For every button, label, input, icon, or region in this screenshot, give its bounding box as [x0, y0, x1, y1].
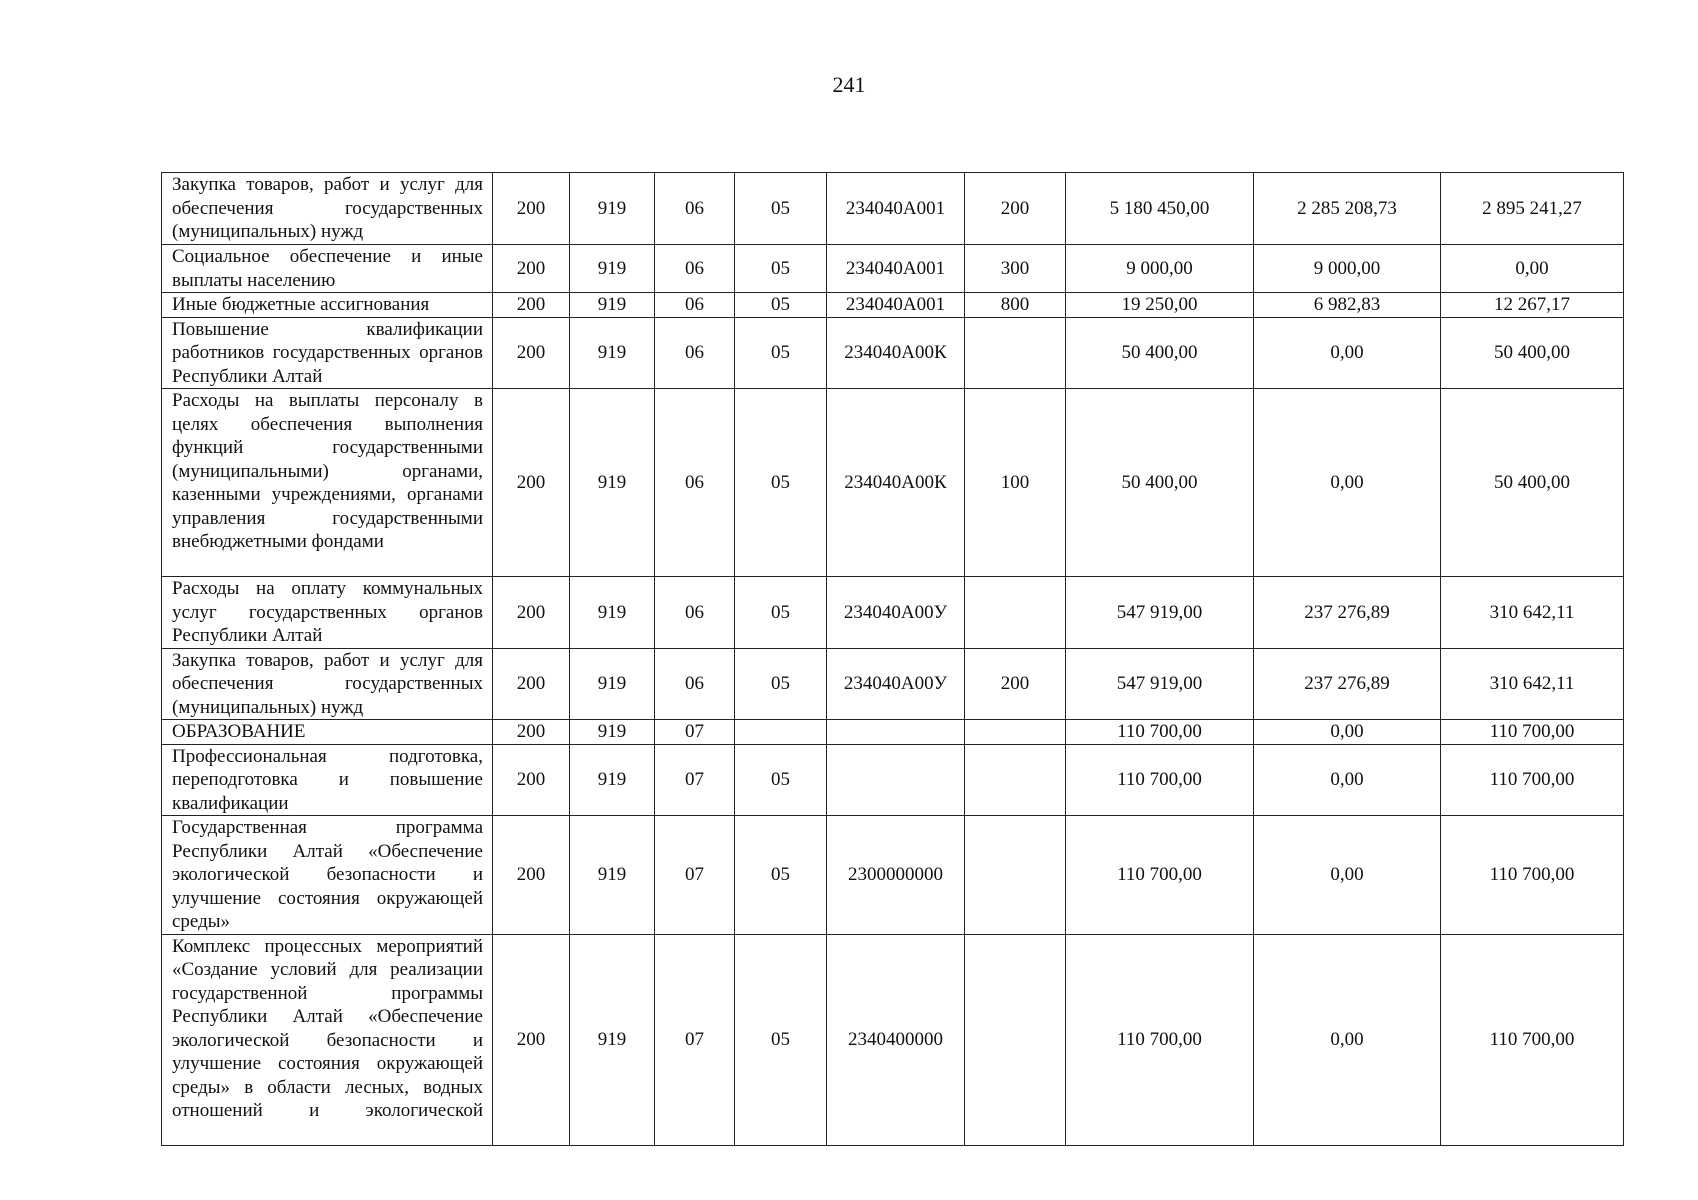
cell-c1: 200: [493, 245, 570, 293]
cell-sum3: 110 700,00: [1441, 744, 1624, 816]
cell-sum3: 2 895 241,27: [1441, 173, 1624, 245]
cell-sum3: 0,00: [1441, 245, 1624, 293]
cell-sum1: 547 919,00: [1066, 577, 1254, 649]
cell-sum1: 9 000,00: [1066, 245, 1254, 293]
cell-c4: 05: [735, 293, 827, 318]
cell-csr: 2300000000: [827, 816, 965, 935]
cell-c4: [735, 720, 827, 745]
cell-c1: 200: [493, 173, 570, 245]
cell-csr: 2340400000: [827, 934, 965, 1145]
cell-c2: 919: [570, 934, 655, 1145]
cell-vr: 100: [965, 389, 1066, 577]
cell-sum2: 6 982,83: [1254, 293, 1441, 318]
cell-c2: 919: [570, 293, 655, 318]
row-name-cell: Социальное обеспечение и иные выплаты населению: [162, 245, 493, 293]
cell-c3: 06: [655, 293, 735, 318]
cell-c2: 919: [570, 577, 655, 649]
cell-sum2: 0,00: [1254, 389, 1441, 577]
table-row: [162, 816, 1624, 935]
budget-table: [161, 172, 1624, 1146]
row-name-cell: ОБРАЗОВАНИЕ: [162, 720, 493, 745]
cell-c2: 919: [570, 389, 655, 577]
cell-sum1: 19 250,00: [1066, 293, 1254, 318]
cell-c1: 200: [493, 389, 570, 577]
cell-csr: 234040А001: [827, 173, 965, 245]
table-row: [162, 389, 1624, 577]
cell-sum2: 237 276,89: [1254, 577, 1441, 649]
cell-vr: 200: [965, 173, 1066, 245]
table-row: [162, 934, 1624, 1145]
cell-c1: 200: [493, 934, 570, 1145]
cell-sum3: 12 267,17: [1441, 293, 1624, 318]
cell-c4: 05: [735, 934, 827, 1145]
table-row: [162, 293, 1624, 318]
cell-c2: 919: [570, 744, 655, 816]
cell-sum3: 110 700,00: [1441, 934, 1624, 1145]
row-name-cell: Расходы на оплату коммунальных услуг государственных органов Республики Алтай: [162, 577, 493, 649]
table-row: [162, 577, 1624, 649]
cell-sum2: 0,00: [1254, 317, 1441, 389]
row-name-cell: Профессиональная подготовка, переподготовка и повышение квалификации: [162, 744, 493, 816]
cell-sum1: 50 400,00: [1066, 317, 1254, 389]
cell-vr: [965, 317, 1066, 389]
cell-c4: 05: [735, 245, 827, 293]
cell-c1: 200: [493, 744, 570, 816]
table-row: [162, 317, 1624, 389]
table-row: [162, 744, 1624, 816]
cell-c4: 05: [735, 577, 827, 649]
cell-c3: 06: [655, 648, 735, 720]
row-name-cell: Повышение квалификации работников государственных органов Республики Алтай: [162, 317, 493, 389]
cell-c3: 06: [655, 173, 735, 245]
cell-c1: 200: [493, 577, 570, 649]
cell-sum2: 9 000,00: [1254, 245, 1441, 293]
row-name-cell: Закупка товаров, работ и услуг для обеспечения государственных (муниципальных) нужд: [162, 648, 493, 720]
cell-c1: 200: [493, 816, 570, 935]
cell-sum1: 50 400,00: [1066, 389, 1254, 577]
cell-c2: 919: [570, 720, 655, 745]
cell-c2: 919: [570, 173, 655, 245]
cell-c3: 06: [655, 245, 735, 293]
cell-c2: 919: [570, 245, 655, 293]
cell-vr: [965, 720, 1066, 745]
cell-c1: 200: [493, 317, 570, 389]
cell-sum2: 2 285 208,73: [1254, 173, 1441, 245]
cell-csr: 234040А001: [827, 245, 965, 293]
row-name-cell: Расходы на выплаты персоналу в целях обеспечения выполнения функций государственными (муниципальными) органами, казенными учреждениями, органами управления государственными внебюджетными фондами: [162, 389, 493, 577]
cell-c4: 05: [735, 648, 827, 720]
cell-csr: 234040А00У: [827, 577, 965, 649]
cell-c3: 07: [655, 720, 735, 745]
row-name-cell: Государственная программа Республики Алтай «Обеспечение экологической безопасности и улучшение состояния окружающей среды»: [162, 816, 493, 935]
cell-vr: [965, 577, 1066, 649]
cell-sum1: 110 700,00: [1066, 744, 1254, 816]
cell-c4: 05: [735, 173, 827, 245]
cell-sum3: 110 700,00: [1441, 816, 1624, 935]
cell-sum2: 0,00: [1254, 720, 1441, 745]
table-row: [162, 720, 1624, 745]
cell-c3: 06: [655, 577, 735, 649]
cell-sum3: 110 700,00: [1441, 720, 1624, 745]
cell-c3: 07: [655, 744, 735, 816]
cell-sum1: 110 700,00: [1066, 816, 1254, 935]
cell-csr: 234040А00К: [827, 317, 965, 389]
cell-sum3: 50 400,00: [1441, 317, 1624, 389]
cell-sum2: 0,00: [1254, 744, 1441, 816]
cell-c4: 05: [735, 744, 827, 816]
cell-sum1: 5 180 450,00: [1066, 173, 1254, 245]
cell-c3: 07: [655, 934, 735, 1145]
cell-c1: 200: [493, 293, 570, 318]
cell-c1: 200: [493, 720, 570, 745]
cell-c2: 919: [570, 816, 655, 935]
cell-csr: [827, 720, 965, 745]
cell-c4: 05: [735, 816, 827, 935]
cell-csr: 234040А00К: [827, 389, 965, 577]
cell-sum1: 110 700,00: [1066, 934, 1254, 1145]
cell-vr: [965, 816, 1066, 935]
cell-c2: 919: [570, 317, 655, 389]
table-row: [162, 245, 1624, 293]
cell-vr: 800: [965, 293, 1066, 318]
cell-csr: [827, 744, 965, 816]
cell-c2: 919: [570, 648, 655, 720]
cell-vr: [965, 744, 1066, 816]
page-number: 241: [832, 72, 866, 97]
cell-vr: 200: [965, 648, 1066, 720]
cell-sum3: 310 642,11: [1441, 577, 1624, 649]
cell-sum2: 237 276,89: [1254, 648, 1441, 720]
cell-vr: 300: [965, 245, 1066, 293]
cell-c3: 06: [655, 317, 735, 389]
cell-sum3: 310 642,11: [1441, 648, 1624, 720]
cell-csr: 234040А001: [827, 293, 965, 318]
cell-c3: 07: [655, 816, 735, 935]
cell-vr: [965, 934, 1066, 1145]
table-row: [162, 173, 1624, 245]
row-name-cell: Иные бюджетные ассигнования: [162, 293, 493, 318]
cell-sum1: 110 700,00: [1066, 720, 1254, 745]
row-name-cell: Закупка товаров, работ и услуг для обеспечения государственных (муниципальных) нужд: [162, 173, 493, 245]
cell-sum2: 0,00: [1254, 816, 1441, 935]
cell-c4: 05: [735, 317, 827, 389]
cell-sum2: 0,00: [1254, 934, 1441, 1145]
table-row: [162, 648, 1624, 720]
cell-c4: 05: [735, 389, 827, 577]
cell-sum3: 50 400,00: [1441, 389, 1624, 577]
cell-sum1: 547 919,00: [1066, 648, 1254, 720]
cell-c3: 06: [655, 389, 735, 577]
cell-csr: 234040А00У: [827, 648, 965, 720]
cell-c1: 200: [493, 648, 570, 720]
row-name-cell: Комплекс процессных мероприятий «Создание условий для реализации государственной программы Республики Алтай «Обеспечение экологической безопасности и улучшение состояния окружающей среды» в области лесных, водных отношений и экологической: [162, 934, 493, 1145]
